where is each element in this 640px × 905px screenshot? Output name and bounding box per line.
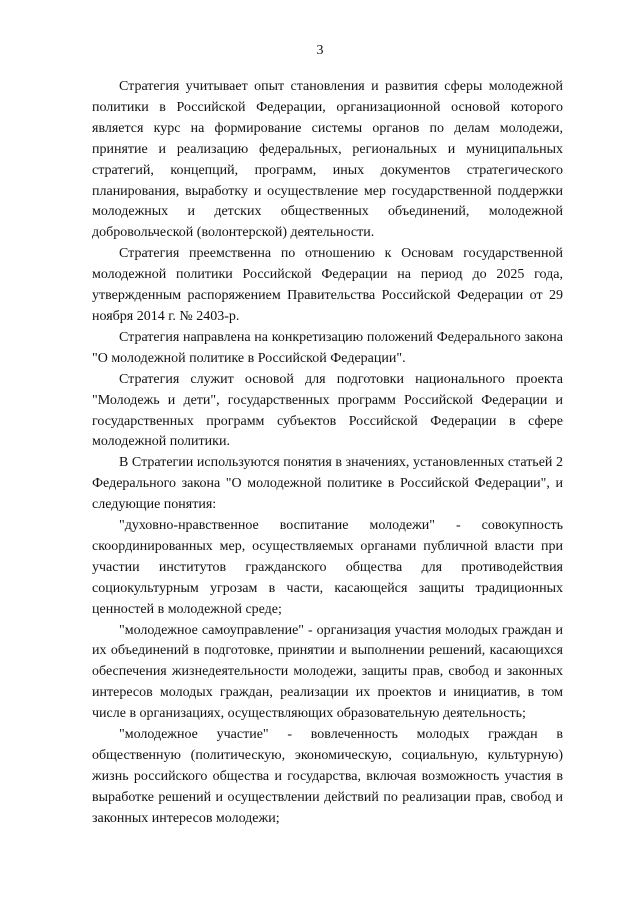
paragraph-definitions-intro: В Стратегии используются понятия в значениях, установленных статьей 2 Федерального закона "О молодежной политике в Российской Федерации", и следующие понятия:: [92, 455, 563, 513]
definition-spiritual-education: "духовно-нравственное воспитание молодежи" - совокупность скоординированных мер, осуществляемых органами публичной власти при участии институтов гражданского общества для противодействия социокультурным угрозам в части, касающейся защиты традиционных ценностей в молодежной среде;: [92, 518, 563, 617]
paragraph-experience: Стратегия учитывает опыт становления и развития сферы молодежной политики в Российской Федерации, организационной основой которого является курс на формирование системы органов по делам молодежи, принятие и реализацию федеральных, региональных и муниципальных стратегий, концепций, программ, иных документов стратегического планирования, выработку и осуществление мер государственной поддержки молодежных и детских общественных объединений, молодежной добровольческой (волонтерской) деятельности.: [92, 79, 563, 241]
page-number: 3: [316, 43, 324, 58]
paragraph-national-project: Стратегия служит основой для подготовки национального проекта "Молодежь и дети", государственных программ Российской Федерации и государственных программ субъектов Российской Федерации в сфере молодежной политики.: [92, 371, 563, 450]
paragraph-continuity: Стратегия преемственна по отношению к Основам государственной молодежной политики Российской Федерации на период до 2025 года, утвержденным распоряжением Правительства Российской Федерации от 29 ноября 2014 г. № 2403-р.: [92, 246, 563, 324]
definition-youth-participation: "молодежное участие" - вовлеченность молодых граждан в общественную (политическую, экономическую, социальную, культурную) жизнь российского общества и государства, включая возможность участия в выработке решений и осуществлении действий по реализации прав, свобод и законных интересов молодежи;: [92, 727, 563, 826]
paragraph-federal-law: Стратегия направлена на конкретизацию положений Федерального закона "О молодежной политике в Российской Федерации".: [92, 329, 563, 366]
definition-youth-self-government: "молодежное самоуправление" - организация участия молодых граждан и их объединений в подготовке, принятии и выполнении решений, касающихся обеспечения жизнедеятельности молодежи, защиты прав, свобод и законных интересов молодых граждан, реализации их проектов и инициатив, в том числе в организациях, осуществляющих образовательную деятельность;: [92, 622, 563, 722]
document-body: [92, 77, 563, 830]
